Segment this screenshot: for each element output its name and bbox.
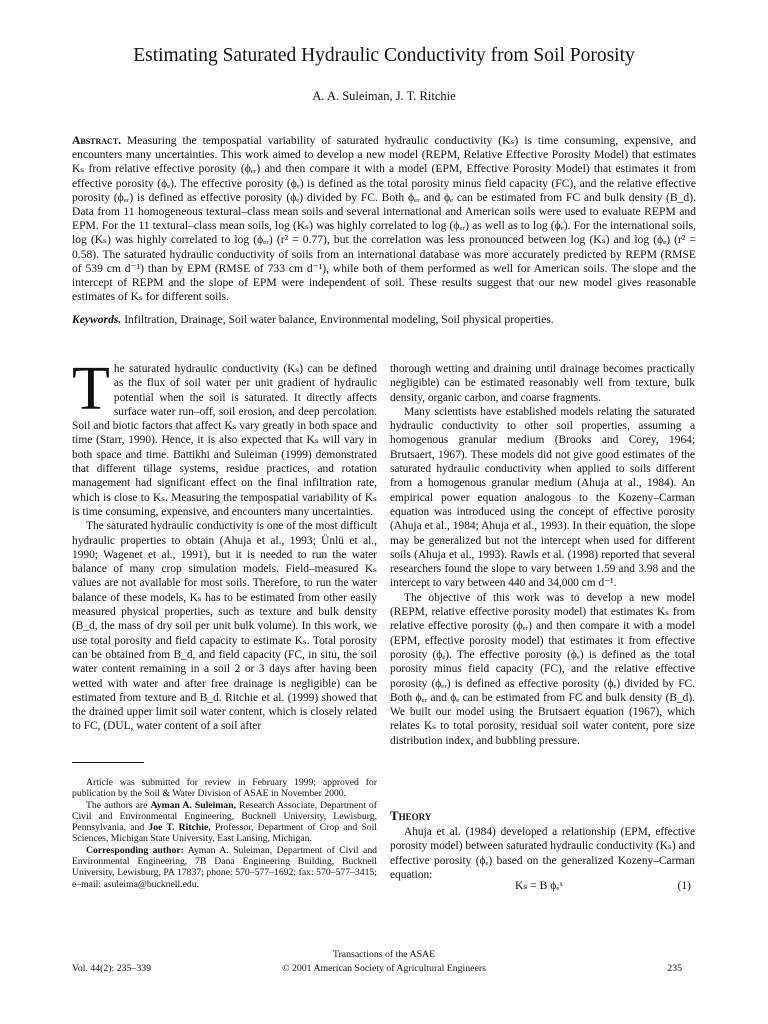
footnote — [72, 777, 377, 890]
footnote-divider — [72, 762, 144, 763]
footnote-authors-post: Professor, Department of Crop and Soil Sciences, Michigan State University, East Lansing, Michigan. — [72, 822, 377, 845]
keywords-text: Infiltration, Drainage, Soil water balance, Environmental modeling, Soil physical properties. — [124, 313, 554, 326]
paper-title: Estimating Saturated Hydraulic Conductivity from Soil Porosity — [133, 45, 635, 66]
footnote-authors-intro: The authors are — [86, 799, 151, 811]
intro-paragraph-5: The objective of this work was to develop a new model (REPM, relative effective porosity model) that estimates Kₛ from relative effective porosity (ϕₑᵣ) and then compare it with a model (EPM, effective porosity model) that estimates it from effective porosity (ϕₑ). The effective porosity (ϕₑ) is defined as the total porosity minus field capacity (FC), and the relative effective porosity (ϕₑᵣ) is defined as effective porosity (ϕₑ) divided by FC. Both ϕₑᵣ and ϕₑ can be estimated from FC and bulk density (B_d). We built our model using the Brutsaert equation (1967), which relates Kₛ to total porosity, residual soil water content, pore size distribution index, and bubbling pressure. — [390, 591, 695, 747]
intro-paragraph-4: Many scientists have established models relating the saturated hydraulic conductivity to other soil properties, assuming a homogenous granular medium (Brooks and Corey, 1964; Brutsaert, 1967). These models did not give good estimates of the saturated hydraulic conductivity when applied to soils different from a homogenous granular medium (Ahuja at al., 1984). An empirical power equation analogous to the Kozeny–Carman equation was introduced using the concept of effective porosity (Ahuja et al., 1984; Ahuja et al., 1993). In their equation, the slope may be generalized but not the intercept when used for different soils (Ahuja et al., 1993). Rawls et al. (1998) reported that several researchers found the slope to vary between 1.59 and 3.98 and the intercept to vary between 440 and 34,000 cm d⁻¹. — [390, 405, 695, 590]
footnote-author-1: Ayman A. Suleiman, — [150, 799, 237, 811]
drop-cap: T — [72, 355, 110, 423]
copyright-notice: © 2001 American Society of Agricultural Engineers — [282, 963, 486, 974]
abstract — [72, 134, 696, 304]
intro-paragraph-1-text: he saturated hydraulic conductivity (Kₛ) can be defined as the flux of soil water per unit gradient of hydraulic potential when the soil is saturated. It directly affects surface water run–off, soil erosion, and deep percolation. Soil and biotic factors that affect Kₛ vary greatly in both space and time (Starr, 1990). Hence, it is also expected that Kₛ will vary in both space and time. Battikhi and Suleiman (1999) demonstrated that different tillage systems, residue practices, and rotation management had significant effect on the final infiltration rate, which is close to Kₛ. Measuring the tempospatial variability of Kₛ is time consuming, expensive, and encounters many uncertainties. — [72, 363, 377, 518]
corresponding-author-label: Corresponding author: — [86, 844, 184, 856]
keywords — [72, 313, 696, 327]
keywords-label: Keywords. — [72, 313, 122, 326]
equation-text: Kₛ = B ϕₑˣ — [515, 879, 563, 892]
page-number: 235 — [667, 963, 682, 974]
intro-paragraph-3: thorough wetting and draining until drainage becomes practically negligible) can be estimated reasonably well from texture, bulk density, organic carbon, and coarse fragments. — [390, 363, 695, 404]
footnote-authors — [72, 800, 377, 845]
footnote-author-2: Joe T. Ritchie, — [148, 822, 211, 834]
abstract-label: Abstract. — [72, 134, 122, 147]
intro-paragraph-2: The saturated hydraulic conductivity is one of the most difficult hydraulic properties to obtain (Ahuja et al., 1993; Ünlü et al., 1990; Wagenet et al., 1991), but it is needed to run the water balance of many crop simulation models. Field–measured Kₛ values are not available for most soils. Therefore, to run the water balance of these models, Kₛ has to be estimated from other easily measured physical properties, such as texture and bulk density (B_d, the mass of dry soil per unit bulk volume). In this work, we use total porosity and field capacity to estimate Kₛ. Total porosity can be obtained from B_d, and field capacity (FC, in situ, the soil water content remaining in a soil 2 or 3 days after having been wetted with water and after free drainage is negligible) can be estimated from texture and B_d. Ritchie et al. (1999) showed that the drained upper limit soil water content, which is closely related to FC, (DUL, water content of a soil after — [72, 520, 377, 733]
left-column — [72, 355, 377, 734]
section-heading-theory: Theory — [390, 808, 432, 823]
author-list: A. A. Suleiman, J. T. Ritchie — [312, 89, 456, 103]
intro-paragraph-1 — [72, 355, 377, 519]
theory-paragraph: Ahuja et al. (1984) developed a relationship (EPM, effective porosity model) between saturated hydraulic conductivity (Kₛ) and effective porosity (ϕₑ) based on the generalized Kozeny–Carman equation: — [390, 826, 695, 881]
journal-name: Transactions of the ASAE — [332, 949, 436, 960]
footnote-authors-mid: Research Associate, Department of Civil and Environmental Engineering, Bucknell University, Lewisburg, Pennsylvania, and — [72, 799, 377, 834]
footnote-corresponding — [72, 845, 377, 890]
equation-number: (1) — [677, 879, 691, 892]
right-column — [390, 362, 695, 748]
footnote-submission: Article was submitted for review in February 1999; approved for publication by the Soil & Water Division of ASAE in November 2000. — [72, 777, 377, 800]
abstract-text: Measuring the tempospatial variability of saturated hydraulic conductivity (Kₛ) is time consuming, expensive, and encounters many uncertainties. This work aimed to develop a new model (REPM, Relative Effective Porosity Model) that estimates Kₛ from relative effective porosity (ϕₑᵣ) and then compare it with a model (EPM, Effective Porosity Model) that estimates it from effective porosity (ϕₑ). The effective porosity (ϕₑ) is defined as the total porosity minus field capacity (FC), and the relative effective porosity (ϕₑᵣ) is defined as effective porosity (ϕₑ) divided by FC. Both ϕₑᵣ and ϕₑ can be estimated from FC and bulk density (B_d). Data from 11 homogeneous textural–class mean soils and several international and American soils were used to evaluate REPM and EPM. For the 11 textural–class mean soils, log (Kₛ) was highly correlated to log (ϕₑᵣ) as well as to log (ϕₑ). For the international soils, log (Kₛ) was highly correlated to log (ϕₑᵣ) (r² = 0.77), but the correlation was less pronounced between log (Kₛ) and log (ϕₑ) (r² = 0.58). The saturated hydraulic conductivity of soils from an international database was more accurately predicted by REPM (RMSE of 539 cm d⁻¹) than by EPM (RMSE of 733 cm d⁻¹), while both of them performed as well for American soils. The slope and the intercept of REPM and the slope of EPM were independent of soil. These results suggest that our new model gives reasonable estimates of Kₛ for different soils. — [72, 134, 696, 304]
volume-info: Vol. 44(2): 235–339 — [72, 963, 152, 974]
corresponding-author-text: Ayman A. Suleiman, Department of Civil and Environmental Engineering, 7B Dana Engineering Building, Bucknell University, Lewisburg, PA 17837; phone: 570–577–1692; fax: 570–577–3415; e–mail: asuleima@bucknell.edu. — [72, 844, 378, 890]
